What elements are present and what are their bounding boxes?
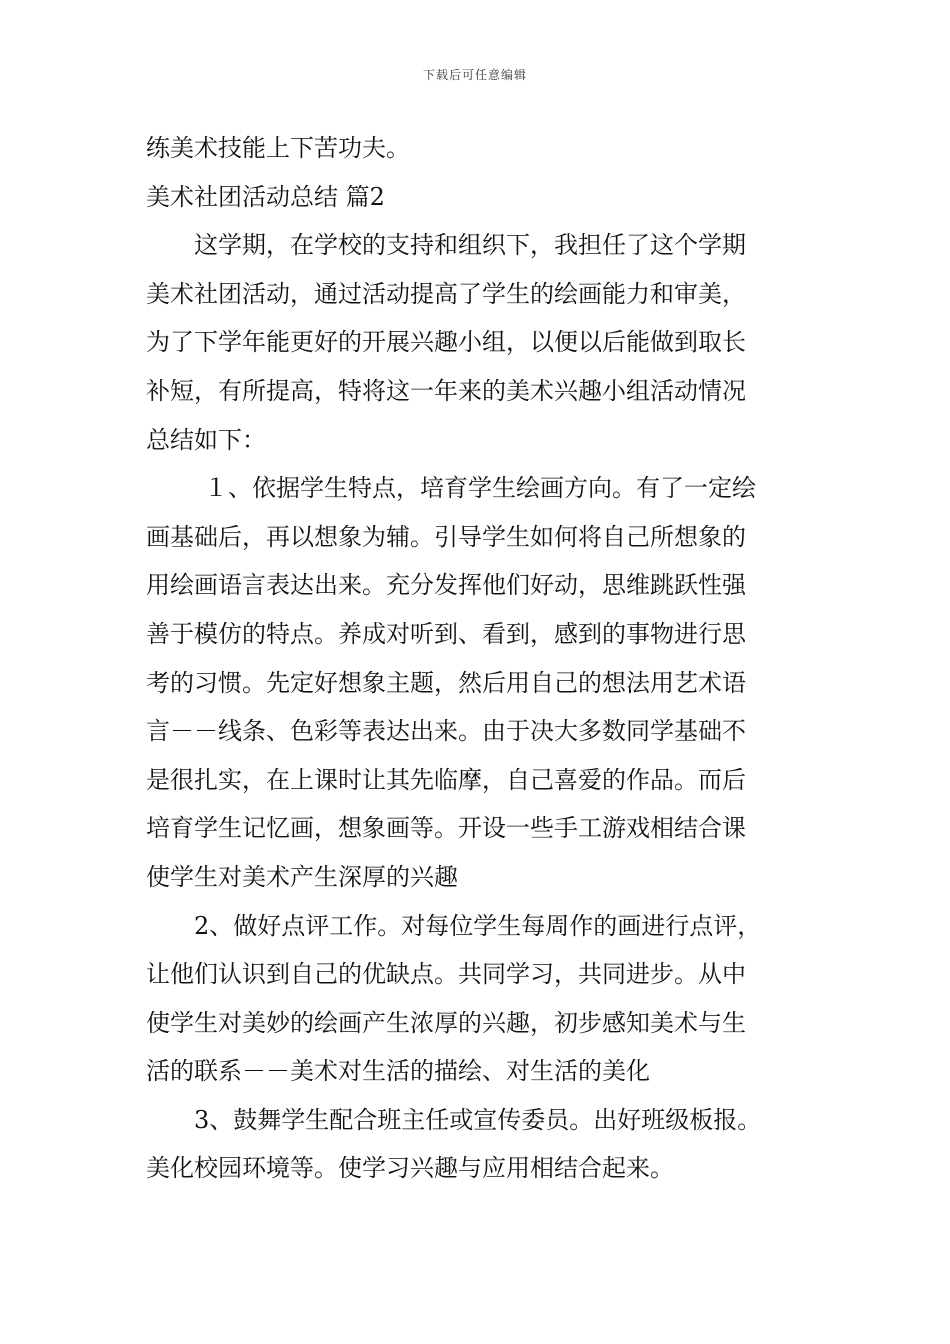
page-header: 下载后可任意编辑	[422, 68, 527, 82]
text-line: 使学生对美妙的绘画产生浓厚的兴趣，初步感知美术与生	[146, 1008, 746, 1037]
text-line: 为了下学年能更好的开展兴趣小组，以便以后能做到取长	[146, 328, 746, 357]
text-line: 美化校园环境等。使学习兴趣与应用相结合起来。	[146, 1154, 674, 1183]
text-line: 3、鼓舞学生配合班主任或宣传委员。出好班级板报。	[194, 1105, 762, 1134]
text-line: 练美术技能上下苦功夫。	[146, 134, 410, 162]
text-line: 美术社团活动，通过活动提高了学生的绘画能力和审美，	[146, 279, 746, 308]
text-line: 用绘画语言表达出来。充分发挥他们好动，思维跳跃性强	[146, 571, 746, 600]
text-line: 培育学生记忆画，想象画等。开设一些手工游戏相结合课	[146, 814, 746, 843]
text-line: 补短，有所提高，特将这一年来的美术兴趣小组活动情况	[146, 376, 746, 405]
text-line: 活的联系－－美术对生活的描绘、对生活的美化	[146, 1057, 650, 1086]
text-line: 考的习惯。先定好想象主题，然后用自己的想法用艺术语	[146, 668, 746, 697]
text-line: 总结如下：	[146, 425, 266, 454]
text-line: 这学期，在学校的支持和组织下，我担任了这个学期	[194, 231, 746, 260]
text-line: 让他们认识到自己的优缺点。共同学习，共同进步。从中	[146, 960, 746, 989]
section-heading: 美术社团活动总结 篇2	[146, 182, 385, 211]
text-line: 画基础后，再以想象为辅。引导学生如何将自己所想象的	[146, 522, 746, 551]
document-body	[146, 124, 806, 1193]
text-line: 善于模仿的特点。养成对听到、看到，感到的事物进行思	[146, 619, 746, 648]
text-line: 言－－线条、色彩等表达出来。由于决大多数同学基础不	[146, 717, 746, 746]
text-line: １、依据学生特点，培育学生绘画方向。有了一定绘	[204, 474, 756, 503]
text-line: 使学生对美术产生深厚的兴趣	[146, 862, 458, 891]
text-line: 是很扎实，在上课时让其先临摩，自己喜爱的作品。而后	[146, 765, 746, 794]
text-line: 2、做好点评工作。对每位学生每周作的画进行点评，	[194, 911, 762, 940]
